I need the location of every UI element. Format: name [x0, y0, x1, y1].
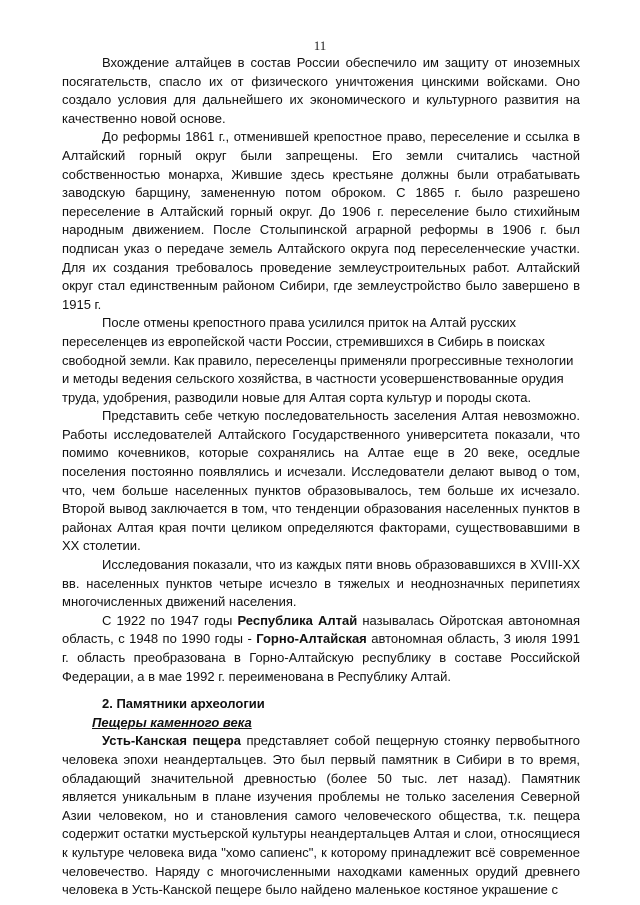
paragraph-reform-1861: До реформы 1861 г., отменившей крепостное право, переселение и ссылка в Алтайский горный округ были запрещены. Его земли считались частной собственностью монарха, Жившие здесь крестьяне должны были отрабатывать заводскую барщину, замененную потом оброком. С 1865 г. было разрешено переселение в Алтайский горный округ. До 1906 г. переселение было стихийным народным движением. После Столыпинской аграрной реформы в 1906 г. был подписан указ о передаче земель Алтайского округа под переселенческие участки. Для их создания требовалось проведение землеустроительных работ. Алтайский округ стал единственным районом Сибири, где землеустройство было завершено в 1915 г.	[62, 129, 580, 312]
text-segment: автономная область, 3 июля 1991 г. область преобразована в Горно-Алтайскую республику в составе Российской Федерации, а в мае 1992 г. переименована в Республику Алтай.	[62, 631, 581, 684]
paragraph-settlement-research: Представить себе четкую последовательность заселения Алтая невозможно. Работы исследователей Алтайского Государственного университета показали, что помимо кочевников, которые сохранялись на Алтае еще в 20 веке, оседлые поселения постоянно появлялись и исчезали. Исследователи делают вывод о том, что, чем больше населенных пунктов образовывалось, тем больше их исчезало. Второй вывод заключается в том, что тенденции образования населенных пунктов в районах Алтая края почти целиком определяются факторами, существовавшими в XX столетии.	[62, 408, 580, 554]
paragraph-republic-history	[62, 612, 580, 686]
bold-ust-kan-cave: Усть-Канская пещера	[102, 733, 241, 749]
text-segment: представляет собой пещерную стоянку первобытного человека эпохи неандертальцев. Это был первый памятник в Сибири в то время, обладающий значительной древностью (более 50 тыс. лет назад). Памятник является уникальным в плане изучения проблемы не только заселения Северной Азии человеком, но и становления самого человеческого общества, т.к. пещера содержит остатки мустьерской культуры неандертальцев Алтая и слои, относящиеся к культуре человека вида "хомо сапиенс", к которому принадлежит всё современное человечество. Наряду с многочисленными находками каменных орудий древнего человека в Усть-Канской пещере было найдено маленькое костяное украшение с	[62, 733, 580, 898]
bold-republic-altai: Республика Алтай	[237, 612, 358, 628]
text-segment: С 1922 по 1947 годы	[102, 612, 238, 628]
paragraph-settlers: После отмены крепостного права усилился приток на Алтай русских переселенцев из европейской части России, стремившихся в Сибирь в поисках свободной земли. Как правило, переселенцы применяли прогрессивные технологии и методы ведения сельского хозяйства, в частности усовершенствованные орудия труда, удобрения, разводили новые для Алтая сорта культур и породы скота.	[62, 315, 574, 405]
document-body	[62, 54, 580, 900]
section-subheading: Пещеры каменного века	[92, 714, 252, 730]
paragraph-ust-kan-cave	[62, 732, 580, 899]
paragraph-annexation: Вхождение алтайцев в состав России обеспечило им защиту от иноземных посягательств, спасло их от физического уничтожения цинскими войсками. Оно создало условия для дальнейшего их экономического и культурного развития на качественно новой основе.	[62, 55, 580, 126]
paragraph-settlements-disappeared: Исследования показали, что из каждых пяти вновь образовавшихся в XVIII-XX вв. населенных пунктов четыре исчезло в тяжелых и неоднозначных перипетиях многочисленных движений населения.	[62, 557, 580, 610]
page-number: 11	[313, 38, 327, 53]
section-heading: 2. Памятники археологии	[102, 696, 265, 712]
bold-gorno-altaiskaya: Горно-Алтайская	[256, 631, 367, 647]
text-segment: называлась Ойротская автономная область, с 1948 по 1990 годы -	[62, 612, 580, 647]
